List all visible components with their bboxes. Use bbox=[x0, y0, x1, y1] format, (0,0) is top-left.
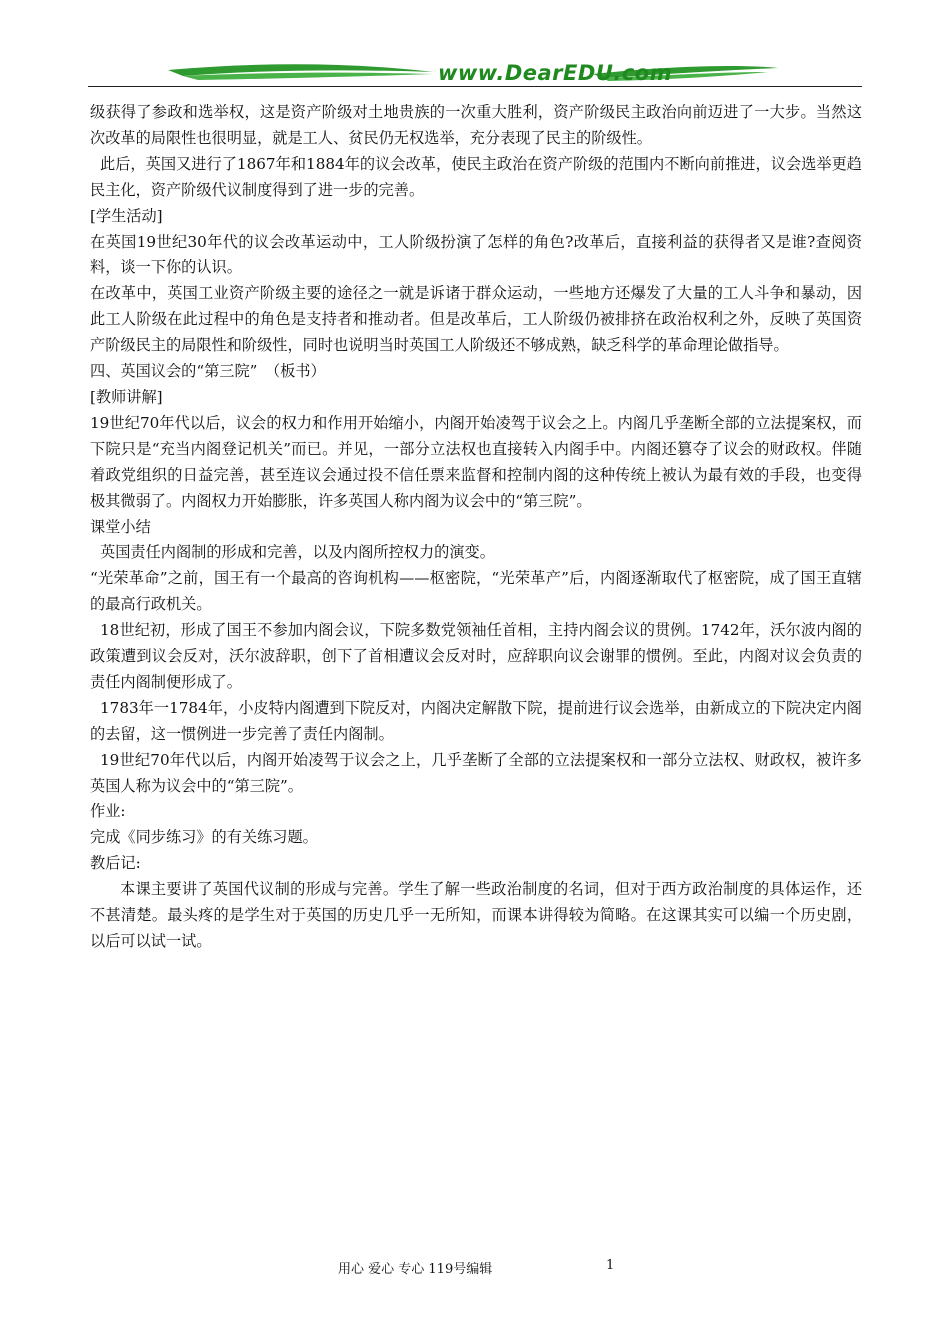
section-label: 作业: bbox=[90, 802, 126, 821]
paragraph: 英国责任内阁制的形成和完善，以及内阁所控权力的演变。 bbox=[100, 543, 495, 562]
paragraph: 完成《同步练习》的有关练习题。 bbox=[90, 828, 318, 847]
document-body bbox=[90, 100, 862, 955]
paragraph: 在改革中，英国工业资产阶级主要的途径之一就是诉诸于群众运动，一些地方还爆发了大量的工人斗争和暴动，因此工人阶级在此过程中的角色是支持者和推动者。但是改革后，工人阶级仍被排挤在政治权利之外，反映了英国资产阶级民主的局限性和阶级性，同时也说明当时英国工人阶级还不够成熟，缺乏科学的革命理论做指导。 bbox=[90, 284, 862, 355]
section-label: [学生活动] bbox=[90, 206, 163, 225]
section-label: 课堂小结 bbox=[90, 517, 151, 536]
paragraph: 19世纪70年代以后，内阁开始凌驾于议会之上，几乎垄断了全部的立法提案权和一部分立法权、财政权，被许多英国人称为议会中的“第三院”。 bbox=[90, 750, 862, 795]
paragraph: 在英国19世纪30年代的议会改革运动中，工人阶级扮演了怎样的角色?改革后，直接利益的获得者又是谁?查阅资料，谈一下你的认识。 bbox=[90, 232, 862, 277]
site-brand-text: www.DearEDU.com bbox=[438, 61, 673, 85]
paragraph: 19世纪70年代以后，议会的权力和作用开始缩小，内阁开始凌驾于议会之上。内阁几乎垄断全部的立法提案权，而下院只是“充当内阁登记机关”而已。并见，一部分立法权也直接转入内阁手中。内阁还篡夺了议会的财政权。伴随着政党组织的日益完善，甚至连议会通过投不信任票来监督和控制内阁的这种传统上被认为最有效的手段，也变得极其微弱了。内阁权力开始膨胀，许多英国人称内阁为议会中的“第三院”。 bbox=[90, 413, 862, 510]
paragraph: 18世纪初，形成了国王不参加内阁会议，下院多数党领袖任首相，主持内阁会议的贯例。1742年，沃尔波内阁的政策遭到议会反对，沃尔波辞职，创下了首相遭议会反对时，应辞职向议会谢罪的惯例。至此，内阁对议会负责的责任内阁制便形成了。 bbox=[90, 621, 862, 691]
page-number: 1 bbox=[606, 1258, 615, 1273]
paragraph: 本课主要讲了英国代议制的形成与完善。学生了解一些政治制度的名词，但对于西方政治制度的具体运作，还不甚清楚。最头疼的是学生对于英国的历史几乎一无所知，而课本讲得较为简略。在这课其实可以编一个历史剧，以后可以试一试。 bbox=[90, 880, 862, 950]
site-header-banner bbox=[88, 58, 862, 94]
section-heading: 四、英国议会的“第三院” （板书） bbox=[90, 362, 326, 381]
paragraph: 1783年一1784年，小皮特内阁遭到下院反对，内阁决定解散下院，提前进行议会选举，由新成立的下院决定内阁的去留，这一惯例进一步完善了责任内阁制。 bbox=[90, 698, 862, 743]
footer-text: 用心 爱心 专心 119号编辑 bbox=[338, 1262, 493, 1277]
section-label: [教师讲解] bbox=[90, 387, 163, 406]
paragraph: 级获得了参政和选举权，这是资产阶级对土地贵族的一次重大胜利，资产阶级民主政治向前迈进了一大步。当然这次改革的局限性也很明显，就是工人、贫民仍无权选举，充分表现了民主的阶级性。 bbox=[90, 103, 862, 147]
paragraph: 此后，英国又进行了1867年和1884年的议会改革，使民主政治在资产阶级的范围内不断向前推进，议会选举更趋民主化，资产阶级代议制度得到了进一步的完善。 bbox=[90, 154, 862, 199]
header-divider bbox=[88, 86, 862, 87]
paragraph: “光荣革命”之前，国王有一个最高的咨询机构——枢密院，“光荣革产”后，内阁逐渐取代了枢密院，成了国王直辖的最高行政机关。 bbox=[90, 569, 862, 614]
section-label: 教后记: bbox=[90, 854, 141, 873]
